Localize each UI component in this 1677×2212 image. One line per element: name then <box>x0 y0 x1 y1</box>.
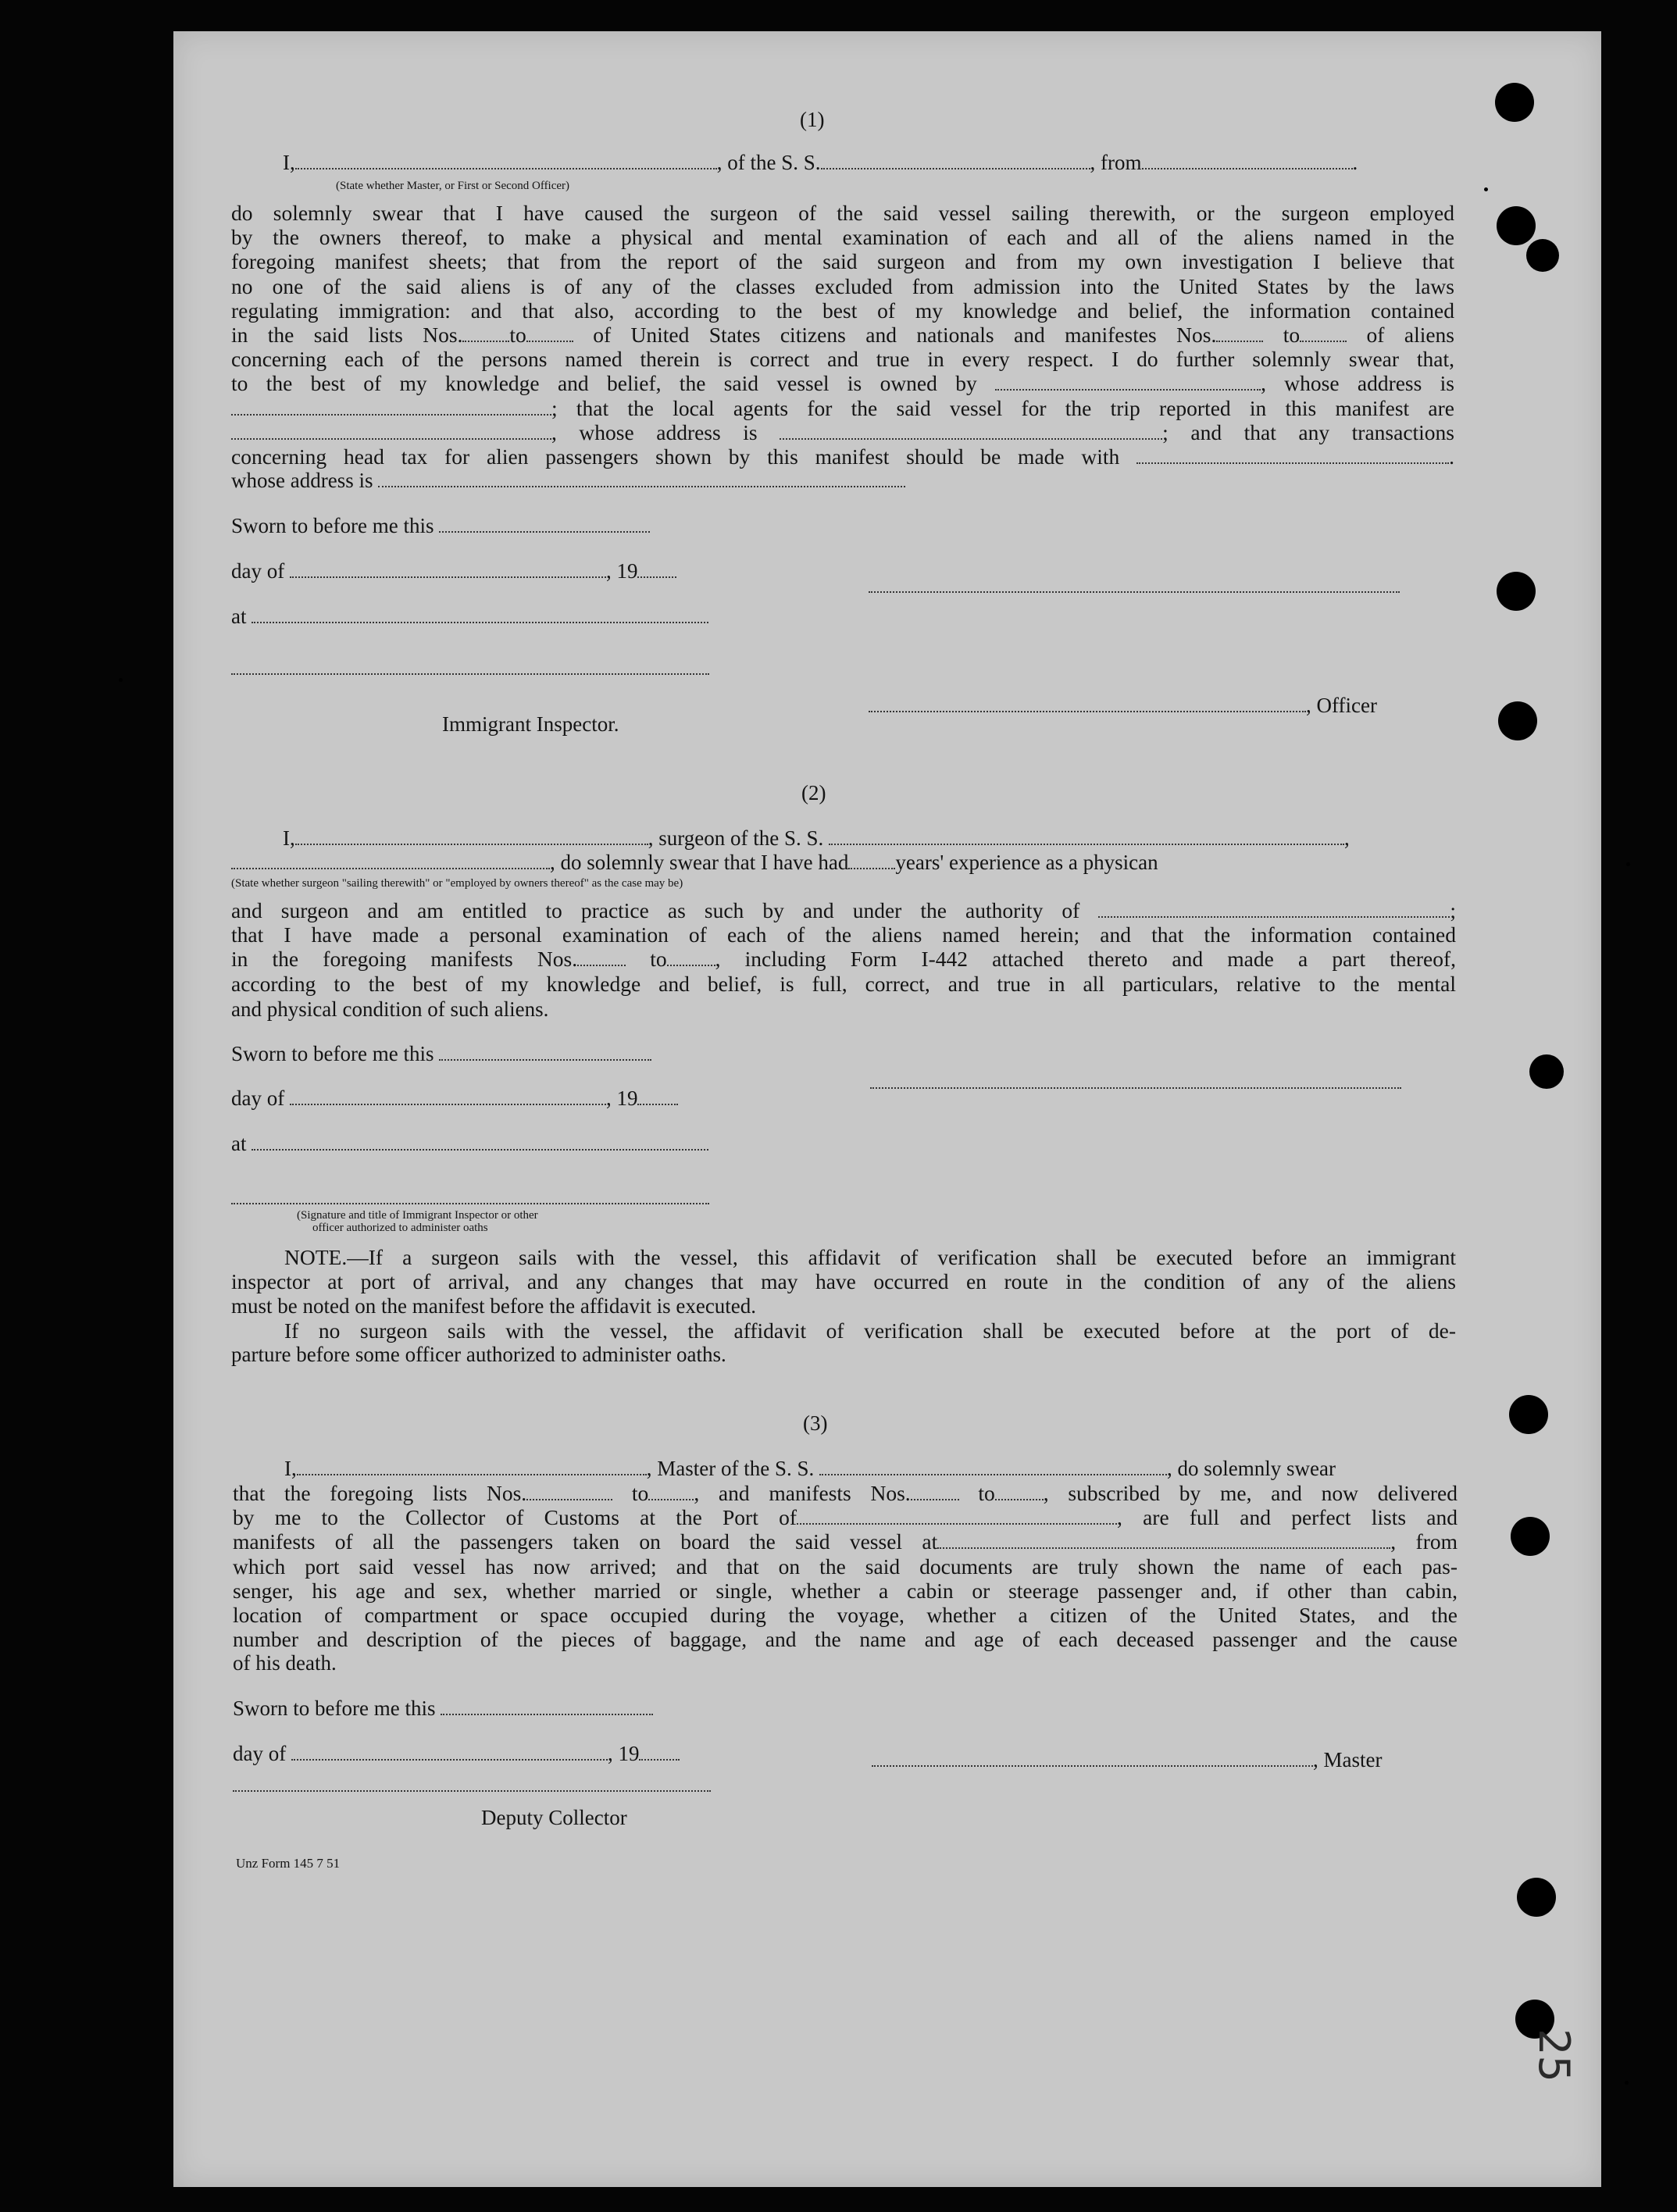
paragraph-line: that the foregoing lists Nos. to , and manifests Nos. to , subscribed by me, and now delivered <box>233 1481 1458 1505</box>
paragraph-line: concerning each of the persons named therein is correct and true in every respect. I do further solemnly swear that, <box>231 347 1454 372</box>
paragraph-line: concerning head tax for alien passengers shown by this manifest should be made with . <box>231 444 1454 469</box>
paragraph-line: according to the best of my knowledge and belief, is full, correct, and true in all particulars, relative to the mental <box>231 971 1456 996</box>
field-caption: (State whether Master, or First or Second Officer) <box>336 180 570 192</box>
surgeon-name-field[interactable] <box>295 828 648 845</box>
note-line: If no surgeon sails with the vessel, the affidavit of verification shall be executed before at the port of de- <box>284 1318 1456 1343</box>
punch-hole <box>1497 206 1536 245</box>
section-number: (3) <box>803 1411 828 1435</box>
at-line: at <box>231 605 708 628</box>
manifest-from-field[interactable] <box>577 949 626 966</box>
label: , from <box>1090 151 1142 174</box>
punch-hole <box>1495 83 1534 122</box>
list-from-field[interactable] <box>462 325 509 342</box>
paragraph-line: and physical condition of such aliens. <box>231 997 549 1021</box>
owner-address-field[interactable] <box>231 398 551 416</box>
section-number: (2) <box>801 781 826 805</box>
note-line: inspector at port of arrival, and any changes that may have occurred en route in the condition of any of the aliens <box>231 1269 1456 1294</box>
collector-signature-line[interactable] <box>233 1790 711 1792</box>
vessel-name-field[interactable] <box>821 152 1090 169</box>
inspector-signature-line[interactable] <box>231 673 709 675</box>
day-field[interactable] <box>291 1743 608 1761</box>
officer-signature-field[interactable] <box>869 695 1306 712</box>
deputy-label: Deputy Collector <box>481 1806 627 1829</box>
oath-line: I, , Master of the S. S. , do solemnly swear <box>284 1457 1336 1480</box>
place-field[interactable] <box>252 1133 708 1151</box>
paragraph-line: which port said vessel has now arrived; and that on the said documents are truly shown the name of each pas- <box>233 1554 1458 1579</box>
speck <box>1484 187 1488 191</box>
paragraph-line: manifests of all the passengers taken on board the said vessel at , from <box>233 1529 1458 1554</box>
punch-hole <box>1517 1878 1556 1917</box>
signature-caption: (Signature and title of Immigrant Inspector or other <box>297 1209 538 1222</box>
paragraph-line: senger, his age and sex, whether married or single, whether a cabin or steerage passenger and, if other than cabin, <box>233 1578 1458 1603</box>
name-field[interactable] <box>295 152 717 169</box>
day-field[interactable] <box>290 1088 606 1105</box>
head-tax-field[interactable] <box>1136 447 1449 464</box>
paragraph-line: and surgeon and am entitled to practice as such by and under the authority of ; <box>231 898 1457 922</box>
paragraph-line: , whose address is ; and that any transactions <box>231 420 1454 444</box>
note2-paragraph <box>231 1318 1456 1343</box>
master-name-field[interactable] <box>297 1458 647 1475</box>
sworn-line: Sworn to before me this <box>231 1042 651 1065</box>
paragraph-line: no one of the said aliens is of any of the classes excluded from admission into the United States by the laws <box>231 273 1454 298</box>
paragraph-line: of his death. <box>233 1651 337 1675</box>
paragraph-line: by me to the Collector of Customs at the Port of , are full and perfect lists and <box>233 1505 1458 1530</box>
paragraph-line: location of compartment or space occupied during the voyage, whether a citizen of the United States, and the <box>233 1603 1458 1628</box>
handwritten-page-number: 25 <box>1529 2028 1579 2082</box>
day-line: day of , 19 <box>231 559 676 583</box>
master-paragraph <box>233 1481 1458 1651</box>
manifest-form-page <box>173 31 1601 2187</box>
surgeon-signature-line[interactable] <box>870 1087 1401 1089</box>
label: . <box>1352 151 1358 174</box>
authority-field[interactable] <box>1098 901 1450 918</box>
owner-field[interactable] <box>995 373 1261 391</box>
head-tax-address-field[interactable] <box>378 470 905 487</box>
list-to-field[interactable] <box>526 325 573 342</box>
years-field[interactable] <box>848 852 895 869</box>
speck <box>1626 862 1630 866</box>
paragraph-line: foregoing manifest sheets; that from the report of the said surgeon and from my own investigation I believe that <box>231 249 1454 274</box>
paragraph-line: that I have made a personal examination of each of the aliens named herein; and that the information contained <box>231 922 1456 947</box>
oath-line: , do solemnly swear that I have had years' experience as a physican <box>231 851 1158 874</box>
place-field[interactable] <box>252 606 708 623</box>
surgeon-paragraph <box>231 898 1456 996</box>
sworn-line: Sworn to before me this <box>233 1696 653 1720</box>
field-caption: (State whether surgeon "sailing therewith" or "employed by owners thereof" as the case may be) <box>231 877 683 890</box>
paragraph-line: ; that the local agents for the said vessel for the trip reported in this manifest are <box>231 396 1454 420</box>
day-line: day of , 19 <box>233 1742 680 1765</box>
punch-hole <box>1511 1517 1550 1556</box>
day-field[interactable] <box>290 561 606 578</box>
punch-hole <box>1529 1054 1564 1089</box>
paragraph-line: to the best of my knowledge and belief, the said vessel is owned by , whose address is <box>231 371 1455 396</box>
inspector-label: Immigrant Inspector. <box>442 712 619 736</box>
note-line: NOTE.—If a surgeon sails with the vessel, this affidavit of verification shall be executed before an immigrant <box>284 1245 1456 1269</box>
note-paragraph <box>231 1245 1456 1293</box>
punch-hole <box>1509 1395 1548 1434</box>
paragraph-line: number and description of the pieces of baggage, and the name and age of each deceased passenger and the cause <box>233 1627 1458 1652</box>
manifest-to-field[interactable] <box>667 949 715 966</box>
label: , of the S. S. <box>716 151 821 174</box>
manifest-from-field[interactable] <box>1216 325 1263 342</box>
inspector-signature-line[interactable] <box>231 1203 709 1204</box>
from-field[interactable] <box>1142 152 1353 169</box>
list-to-field[interactable] <box>648 1483 694 1500</box>
oath-line: I, , surgeon of the S. S. , <box>283 826 1350 850</box>
paragraph-line: do solemnly swear that I have caused the surgeon of the said vessel sailing therewith, or the surgeon employed <box>231 201 1454 225</box>
note-line: must be noted on the manifest before the affidavit is executed. <box>231 1294 757 1318</box>
sworn-field[interactable] <box>439 516 650 533</box>
year-field[interactable] <box>637 1088 678 1105</box>
paragraph-line: regulating immigration: and that also, according to the best of my knowledge and belief, the information contained <box>231 298 1454 323</box>
list-from-field[interactable] <box>526 1483 612 1500</box>
section-number: (1) <box>800 108 825 131</box>
paragraph-line: in the foregoing manifests Nos. to , including Form I-442 attached thereto and made a part thereof, <box>231 947 1456 972</box>
speck <box>1625 2081 1629 2085</box>
manifest-to-field[interactable] <box>995 1483 1044 1500</box>
address-line: whose address is <box>231 469 905 492</box>
oath-line <box>283 151 1358 174</box>
master-line: , Master <box>872 1748 1382 1771</box>
agents-field[interactable] <box>231 423 551 440</box>
signature-caption: officer authorized to administer oaths <box>312 1222 488 1234</box>
speck <box>119 678 123 682</box>
officer-line: , Officer <box>869 694 1377 717</box>
port-field[interactable] <box>797 1507 1117 1525</box>
surgeon-status-field[interactable] <box>231 852 550 869</box>
punch-hole <box>1498 701 1537 740</box>
embark-port-field[interactable] <box>937 1532 1390 1549</box>
punch-hole <box>1497 572 1536 611</box>
note-line: parture before some officer authorized to administer oaths. <box>231 1343 726 1366</box>
vessel-name-field[interactable] <box>829 828 1344 845</box>
label: I, <box>283 151 295 174</box>
vessel-name-field[interactable] <box>819 1458 1167 1475</box>
manifest-from-field[interactable] <box>911 1483 959 1500</box>
form-id: Unz Form 145 7 51 <box>236 1856 341 1871</box>
sworn-field[interactable] <box>441 1698 653 1715</box>
year-field[interactable] <box>639 1743 680 1761</box>
day-line: day of , 19 <box>231 1086 678 1110</box>
oath-paragraph <box>231 201 1454 469</box>
punch-hole <box>1526 239 1559 272</box>
at-line: at <box>231 1132 708 1155</box>
signature-line[interactable] <box>869 591 1400 593</box>
sworn-line: Sworn to before me this <box>231 514 650 537</box>
paragraph-line: in the said lists Nos. to of United States citizens and nationals and manifestes Nos. to of aliens <box>231 323 1455 348</box>
year-field[interactable] <box>637 561 676 578</box>
paragraph-line: by the owners thereof, to make a physical and mental examination of each and all of the aliens named in the <box>231 225 1454 250</box>
manifest-to-field[interactable] <box>1300 325 1347 342</box>
sworn-field[interactable] <box>439 1044 651 1061</box>
agents-address-field[interactable] <box>780 423 1162 440</box>
master-signature-field[interactable] <box>872 1750 1313 1767</box>
